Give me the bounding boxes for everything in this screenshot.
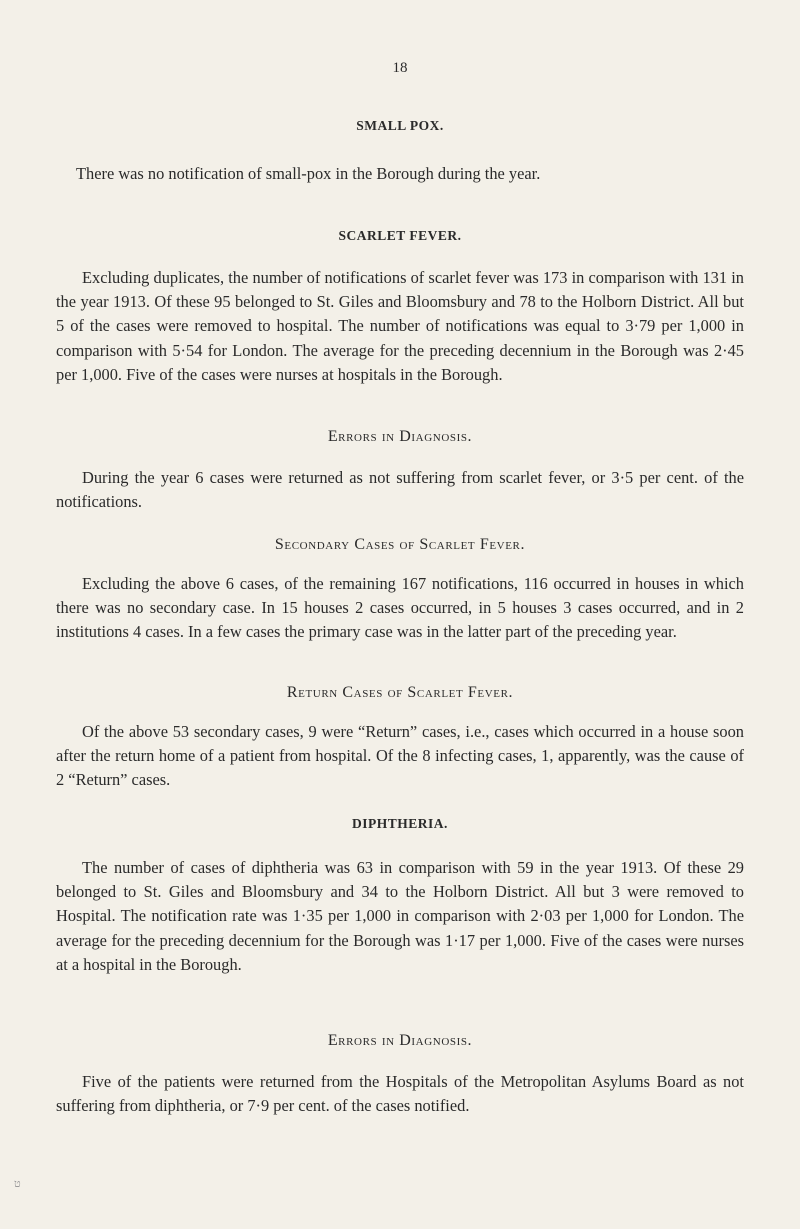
heading-scarlet-fever: SCARLET FEVER.	[338, 228, 462, 243]
margin-mark: ט	[14, 1178, 21, 1190]
heading-small-pox: SMALL POX.	[356, 118, 444, 133]
heading-secondary-cases: Secondary Cases of Scarlet Fever.	[274, 536, 526, 553]
paragraph-scarlet-fever: Excluding duplicates, the number of notifications of scarlet fever was 173 in comparison with 131 in the year 1913. Of these 95 belonged to St. Giles and Bloomsbury and 78 to the Holborn District. All but 5 of the cases were removed to hospital. The number of notifications was equal to 3·79 per 1,000 in comparison with 5·54 for London. The average for the preceding decennium in the Borough was 2·45 per 1,000. Five of the cases were nurses at hospitals in the Borough.	[56, 268, 744, 384]
paragraph-errors-in-diagnosis-scarlet: During the year 6 cases were returned as not suffering from scarlet fever, or 3·5 per cent. of the notifications.	[56, 468, 744, 512]
heading-errors-in-diagnosis-scarlet: Errors in Diagnosis.	[327, 428, 473, 445]
heading-return-cases: Return Cases of Scarlet Fever.	[286, 684, 514, 701]
paragraph-small-pox: There was no notification of small-pox in the Borough during the year.	[76, 164, 541, 183]
paragraph-diphtheria: The number of cases of diphtheria was 63 in comparison with 59 in the year 1913. Of these 29 belonged to St. Giles and Bloomsbury and 34 to the Holborn District. All but 3 were removed to Hospital. The notification rate was 1·35 per 1,000 in comparison with 2·03 per 1,000 for London. The average for the preceding decennium for the Borough was 1·17 per 1,000. Five of the cases were nurses at a hospital in the Borough.	[56, 858, 744, 974]
paragraph-secondary-cases: Excluding the above 6 cases, of the remaining 167 notifications, 116 occurred in houses in which there was no secondary case. In 15 houses 2 cases occurred, in 5 houses 3 cases occurred, and in 2 institutions 4 cases. In a few cases the primary case was in the latter part of the preceding year.	[56, 574, 744, 642]
page-number: 18	[392, 60, 408, 76]
paragraph-errors-in-diagnosis-diphtheria: Five of the patients were returned from the Hospitals of the Metropolitan Asylums Board as not suffering from diphtheria, or 7·9 per cent. of the cases notified.	[56, 1072, 744, 1116]
heading-errors-in-diagnosis-diphtheria: Errors in Diagnosis.	[327, 1032, 473, 1049]
heading-diphtheria: DIPHTHERIA.	[352, 816, 448, 831]
paragraph-return-cases: Of the above 53 secondary cases, 9 were “Return” cases, i.e., cases which occurred in a house soon after the return home of a patient from hospital. Of the 8 infecting cases, 1, apparently, was the cause of 2 “Return” cases.	[56, 722, 744, 790]
